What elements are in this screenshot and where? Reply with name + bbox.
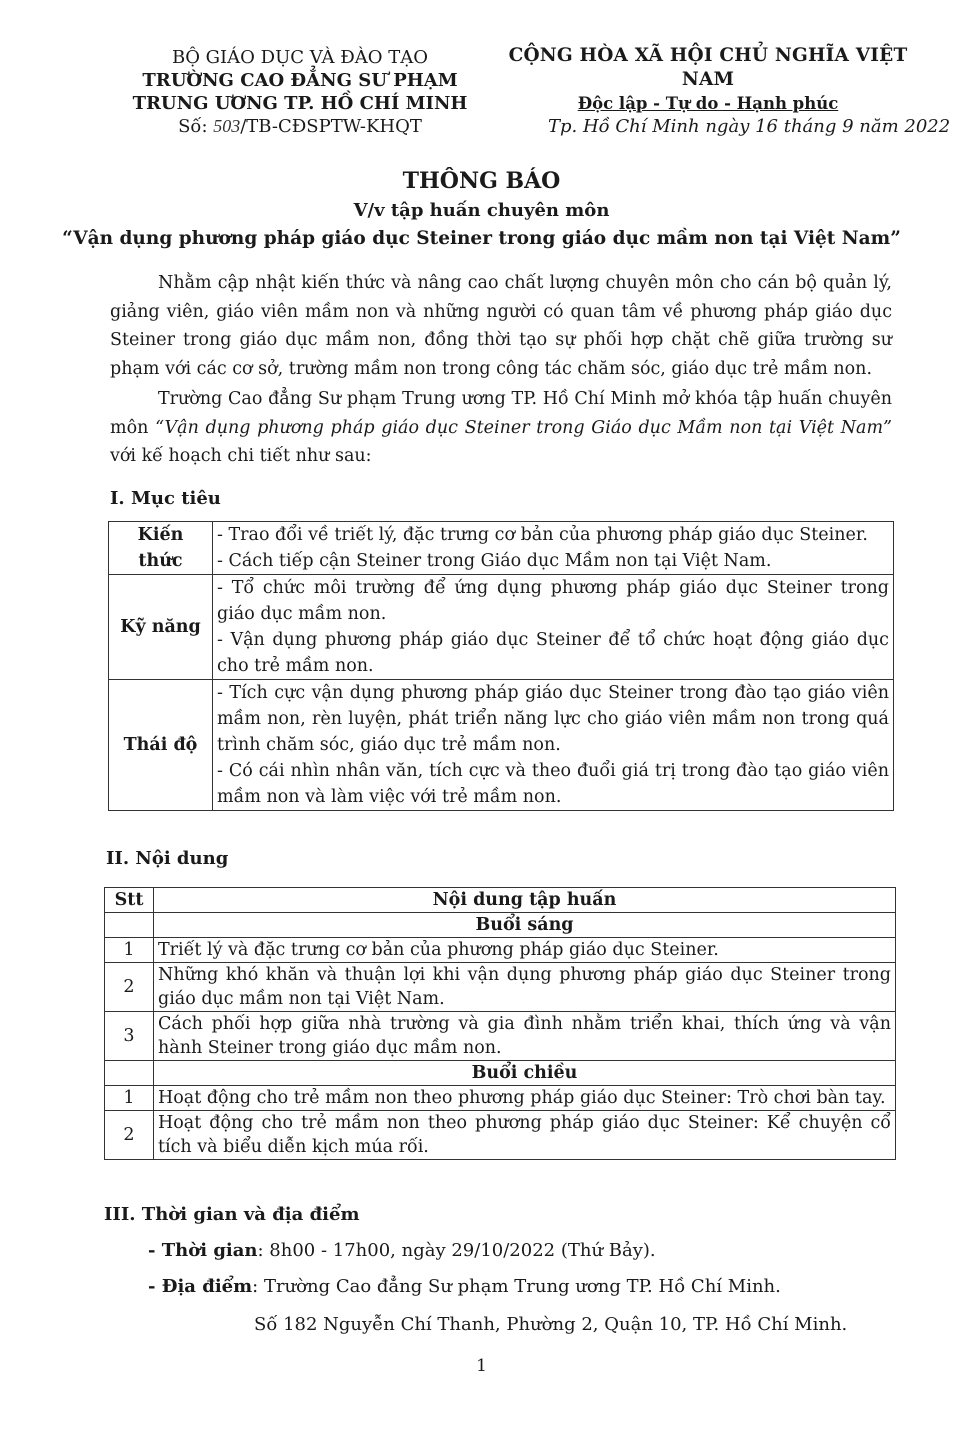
table-row <box>105 1111 896 1160</box>
row-number: 1 <box>105 938 154 963</box>
table-row <box>105 1086 896 1111</box>
time-value: : 8h00 - 17h00, ngày 29/10/2022 (Thứ Bảy). <box>257 1240 656 1261</box>
table-row <box>105 1012 896 1061</box>
section-time-place-heading: III. Thời gian và địa điểm <box>104 1204 360 1225</box>
training-topic: “Vận dụng phương pháp giáo dục Steiner trong giáo dục mầm non tại Việt Nam” <box>62 228 901 249</box>
place-value: : Trường Cao đẳng Sư phạm Trung ương TP. Hồ Chí Minh. <box>252 1276 781 1297</box>
session-row-afternoon <box>105 1061 896 1086</box>
place-line <box>148 1276 781 1297</box>
objective-item: - Tổ chức môi trường để ứng dụng phương pháp giáo dục Steiner trong giáo dục mầm non. <box>217 578 889 624</box>
national-heading <box>488 44 928 116</box>
document-title: THÔNG BÁO <box>402 168 561 194</box>
objective-label: Kiến thức <box>109 522 213 575</box>
objective-label: Kỹ năng <box>109 575 213 680</box>
row-content: Cách phối hợp giữa nhà trường và gia đình nhằm triển khai, thích ứng và vận hành Steiner trong giáo dục mầm non. <box>154 1012 896 1061</box>
issuer-block <box>130 46 470 138</box>
school-name-line1: TRƯỜNG CAO ĐẲNG SƯ PHẠM <box>142 70 458 91</box>
time-label: - Thời gian <box>148 1240 258 1261</box>
intro-paragraph-2 <box>110 385 892 471</box>
objectives-table <box>108 521 894 811</box>
row-number: 1 <box>105 1086 154 1111</box>
intro-paragraph-1: Nhằm cập nhật kiến thức và nâng cao chất lượng chuyên môn cho cán bộ quản lý, giảng viên, giáo viên mầm non và những người có quan tâm về phương pháp giáo dục Steiner trong giáo dục mầm non, đồng thời tạo sự phối hợp chặt chẽ giữa trường sư phạm với các cơ sở, trường mầm non trong công tác chăm sóc, giáo dục trẻ mầm non. <box>110 273 892 379</box>
objective-item: - Cách tiếp cận Steiner trong Giáo dục Mầm non tại Việt Nam. <box>217 551 772 571</box>
intro-p2-topic: “Vận dụng phương pháp giáo dục Steiner trong Giáo dục Mầm non tại Việt Nam” <box>155 417 892 438</box>
time-line <box>148 1240 656 1261</box>
objective-text <box>213 680 894 811</box>
objective-row <box>109 522 894 575</box>
session-row-morning <box>105 913 896 938</box>
objective-item: - Vận dụng phương pháp giáo dục Steiner để tổ chức hoạt động giáo dục cho trẻ mầm non. <box>217 630 889 676</box>
session-label: Buổi chiều <box>154 1061 896 1086</box>
column-header-stt: Stt <box>105 888 154 913</box>
table-row <box>105 963 896 1012</box>
session-empty-cell <box>105 1061 154 1086</box>
row-content: Hoạt động cho trẻ mầm non theo phương pháp giáo dục Steiner: Kể chuyện cổ tích và biểu diễn kịch múa rối. <box>154 1111 896 1160</box>
document-number-suffix: /TB-CĐSPTW-KHQT <box>240 116 422 137</box>
section-content-heading: II. Nội dung <box>106 848 229 869</box>
session-empty-cell <box>105 913 154 938</box>
page-number: 1 <box>476 1356 487 1376</box>
row-number: 2 <box>105 963 154 1012</box>
address-line: Số 182 Nguyễn Chí Thanh, Phường 2, Quận 10, TP. Hồ Chí Minh. <box>254 1314 848 1335</box>
ministry-name: BỘ GIÁO DỤC VÀ ĐÀO TẠO <box>171 47 429 68</box>
objective-text <box>213 522 894 575</box>
row-number: 3 <box>105 1012 154 1061</box>
intro-p2-start: Trường Cao đẳng Sư phạm Trung ương TP. Hồ Chí Minh mở khóa tập huấn chuyên môn <box>110 389 892 438</box>
objective-row <box>109 680 894 811</box>
row-content: Triết lý và đặc trưng cơ bản của phương pháp giáo dục Steiner. <box>154 938 896 963</box>
session-label: Buổi sáng <box>154 913 896 938</box>
objective-row <box>109 575 894 680</box>
row-content: Hoạt động cho trẻ mầm non theo phương pháp giáo dục Steiner: Trò chơi bàn tay. <box>154 1086 896 1111</box>
document-subject: V/v tập huấn chuyên môn <box>353 200 610 221</box>
content-table <box>104 887 896 1160</box>
row-number: 2 <box>105 1111 154 1160</box>
document-number <box>130 115 470 138</box>
table-row <box>105 938 896 963</box>
objective-item: - Trao đổi về triết lý, đặc trưng cơ bản của phương pháp giáo dục Steiner. <box>217 525 868 545</box>
school-name-line2: TRUNG ƯƠNG TP. HỒ CHÍ MINH <box>132 93 468 114</box>
row-content: Những khó khăn và thuận lợi khi vận dụng phương pháp giáo dục Steiner trong giáo dục mầm non tại Việt Nam. <box>154 963 896 1012</box>
section-objectives-heading: I. Mục tiêu <box>110 488 221 509</box>
objective-text <box>213 575 894 680</box>
content-header-row <box>105 888 896 913</box>
issue-date: Tp. Hồ Chí Minh ngày 16 tháng 9 năm 2022 <box>548 116 951 137</box>
intro-p2-end: với kế hoạch chi tiết như sau: <box>110 446 372 466</box>
national-motto: Độc lập - Tự do - Hạnh phúc <box>577 94 839 113</box>
republic-name: CỘNG HÒA XÃ HỘI CHỦ NGHĨA VIỆT NAM <box>508 45 908 90</box>
place-label: - Địa điểm <box>148 1276 253 1297</box>
objective-item: - Có cái nhìn nhân văn, tích cực và theo đuổi giá trị trong đào tạo giáo viên mầm non và làm việc với trẻ mầm non. <box>217 761 889 807</box>
document-number-handwritten: 503 <box>213 116 241 136</box>
document-number-prefix: Số: <box>178 116 214 137</box>
objective-label: Thái độ <box>109 680 213 811</box>
column-header-content: Nội dung tập huấn <box>154 888 896 913</box>
objective-item: - Tích cực vận dụng phương pháp giáo dục Steiner trong đào tạo giáo viên mầm non, rèn luyện, phát triển năng lực cho giáo viên mầm non trong quá trình chăm sóc, giáo dục trẻ mầm non. <box>217 683 889 755</box>
